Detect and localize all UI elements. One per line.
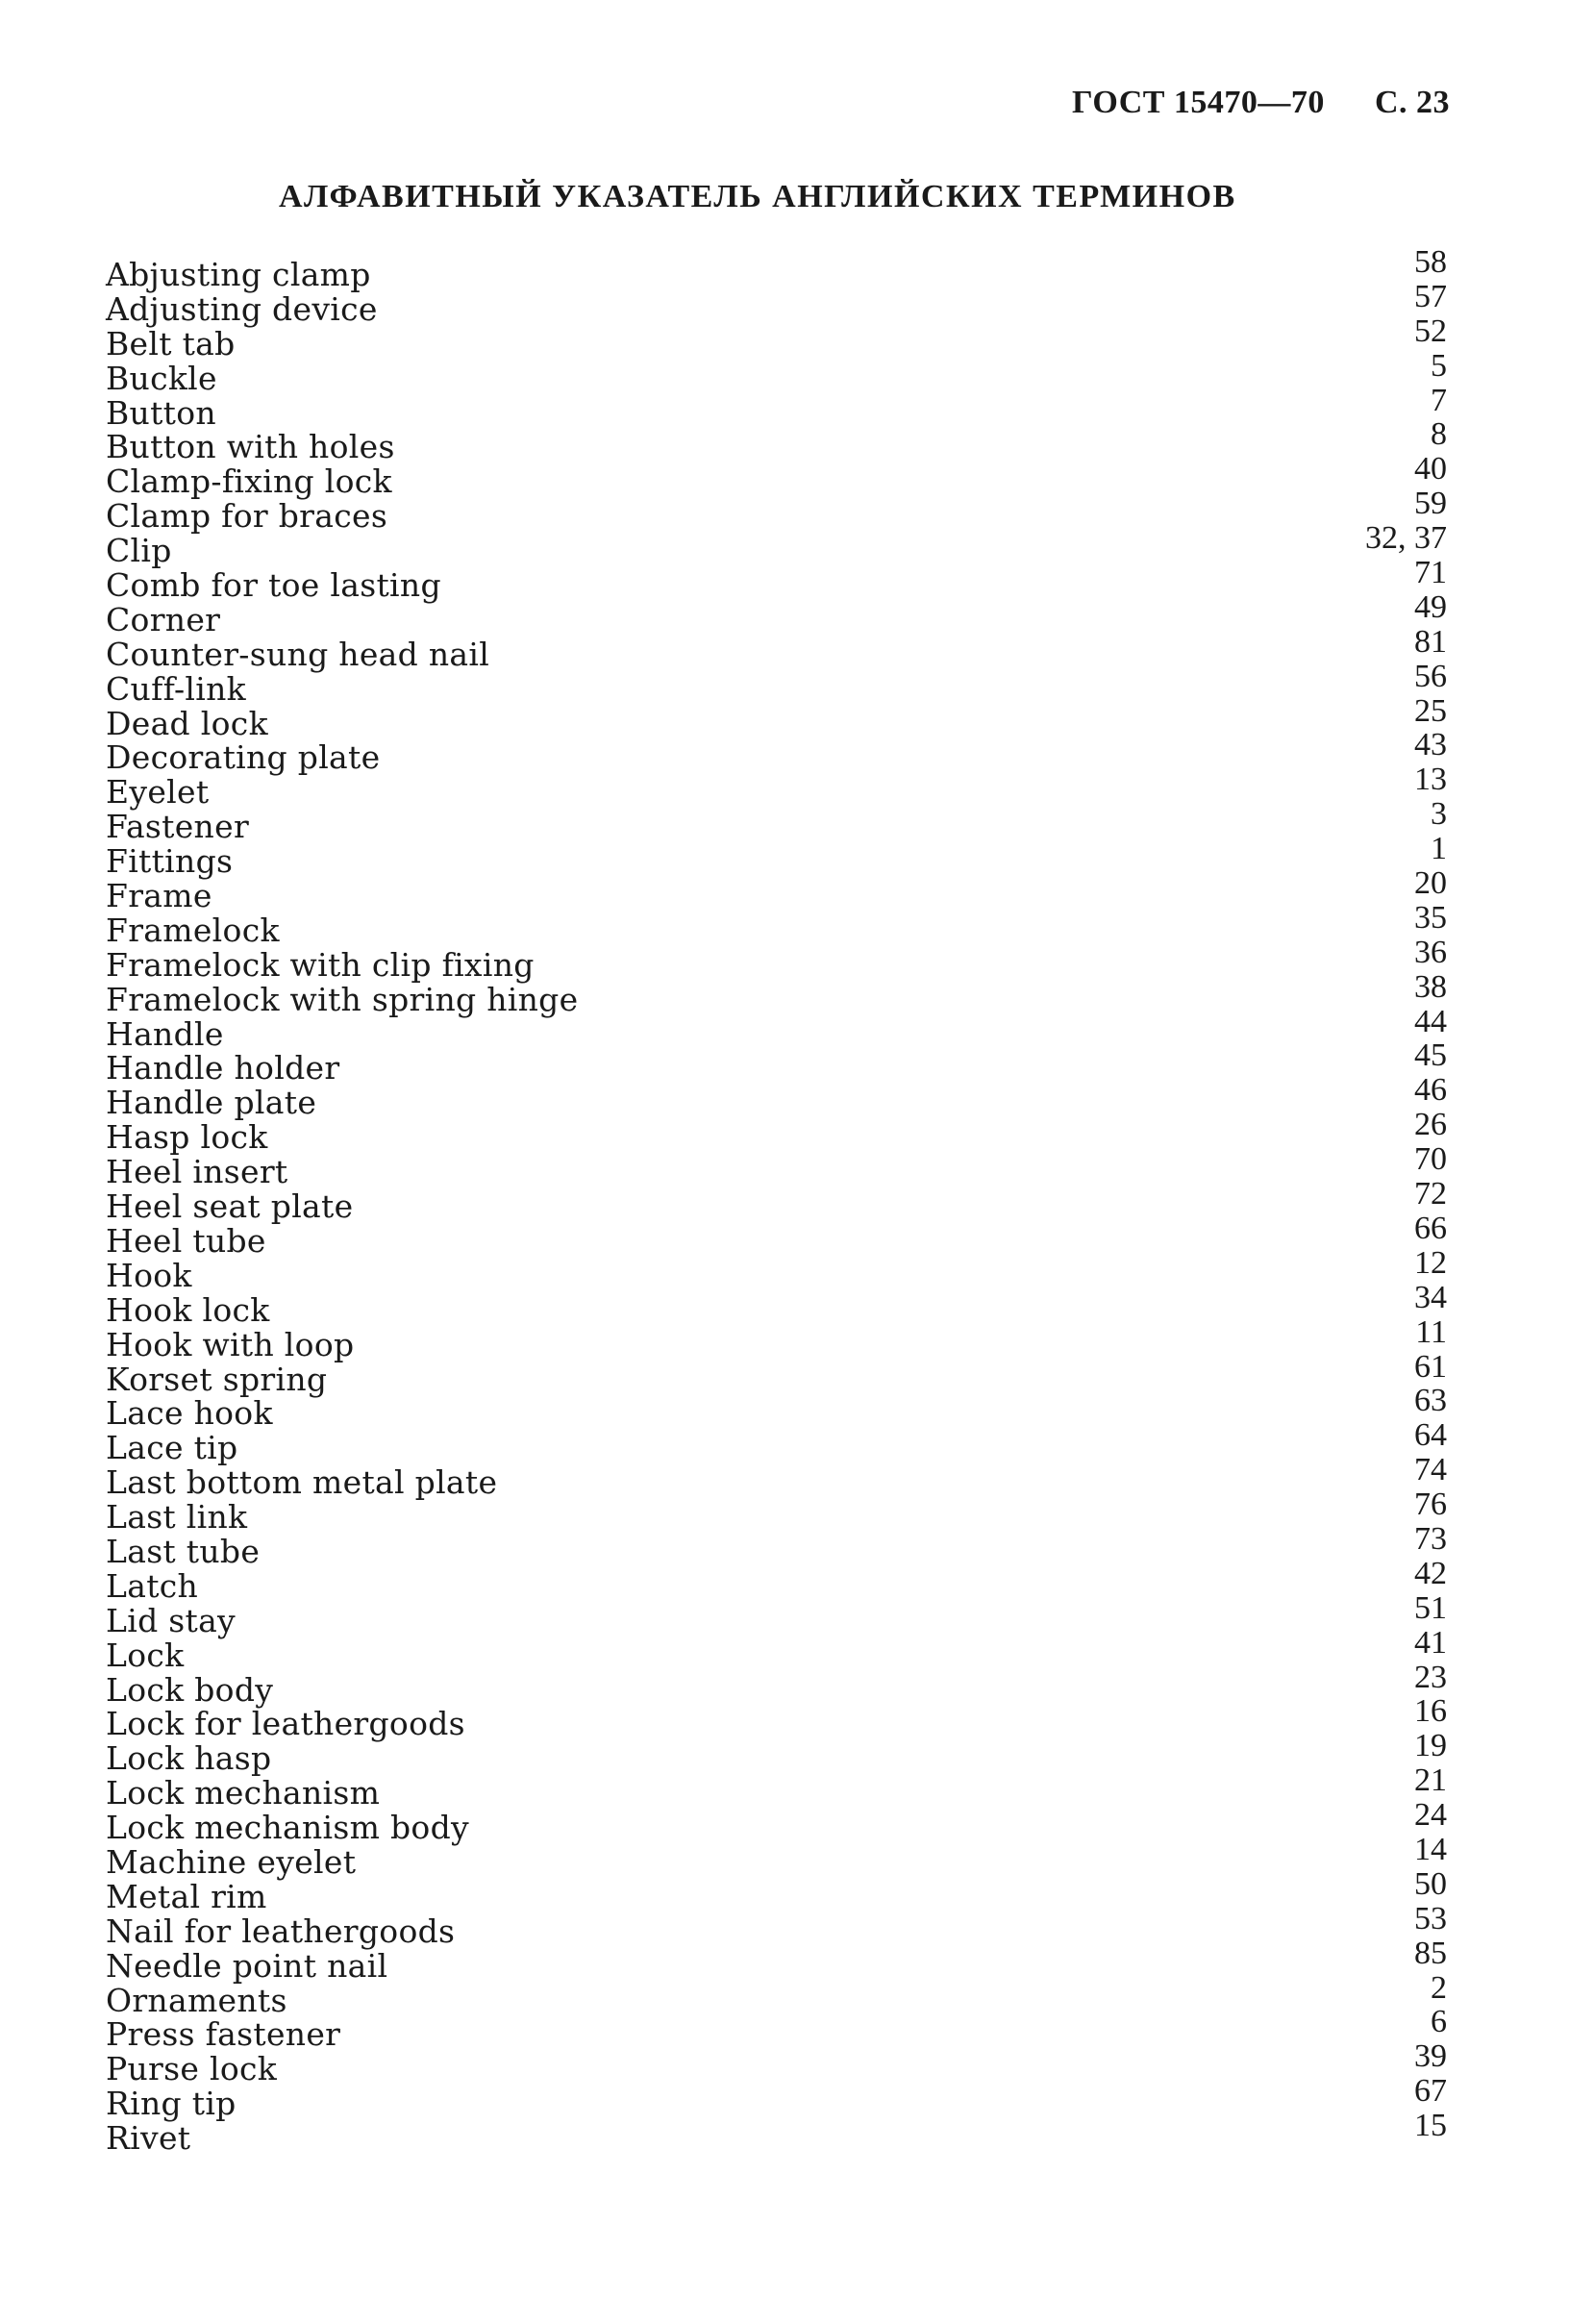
index-term: Lock [106,1636,185,1674]
index-reference-number: 23 [1414,1659,1447,1695]
index-entry [106,1107,1447,1157]
index-reference-number: 13 [1414,762,1447,798]
index-term: Heel insert [106,1153,288,1191]
index-term: Lock mechanism [106,1774,381,1812]
index-reference-number: 49 [1414,588,1447,625]
index-reference-number: 73 [1414,1520,1447,1557]
index-term: Lock body [106,1670,274,1709]
index-entry [106,1728,1447,1778]
index-reference-number: 61 [1414,1348,1447,1385]
index-term: Clamp for braces [106,497,388,536]
index-term: Heel seat plate [106,1187,354,1226]
index-reference-number: 81 [1414,623,1447,660]
index-term: Metal rim [106,1877,267,1915]
index-entry [106,312,1447,362]
index-entry [106,278,1447,328]
index-term: Korset spring [106,1360,328,1398]
index-entry [106,1797,1447,1847]
index-title: АЛФАВИТНЫЙ УКАЗАТЕЛЬ АНГЛИЙСКИХ ТЕРМИНОВ [279,179,1236,214]
index-reference-number: 70 [1414,1141,1447,1178]
index-entry [106,1487,1447,1537]
index-reference-number: 32, 37 [1365,520,1447,557]
index-term: Last tube [106,1532,261,1570]
index-term: Belt tab [106,324,236,362]
index-term: Dead lock [106,704,268,742]
index-term: Handle holder [106,1049,340,1087]
index-term: Button with holes [106,428,395,466]
index-reference-number: 50 [1414,1865,1447,1902]
index-reference-number: 25 [1414,692,1447,729]
index-term: Framelock with clip fixing [106,945,535,984]
index-reference-number: 64 [1414,1417,1447,1454]
index-entry [106,2038,1447,2088]
index-reference-number: 5 [1431,347,1447,384]
index-entry [106,1900,1447,1950]
index-reference-number: 38 [1414,968,1447,1005]
index-term: Lock hasp [106,1739,272,1778]
index-entry [106,1417,1447,1467]
index-term: Purse lock [106,2050,278,2088]
index-reference-number: 71 [1414,555,1447,591]
index-reference-number: 19 [1414,1728,1447,1764]
index-term: Last link [106,1498,248,1537]
index-reference-number: 57 [1414,278,1447,314]
index-term: Lid stay [106,1601,236,1639]
index-term: Ornaments [106,1981,287,2019]
index-entry [106,934,1447,984]
index-entry [106,1935,1447,1985]
index-reference-number: 35 [1414,899,1447,936]
index-entry [106,1969,1447,2019]
index-term: Hook with loop [106,1325,355,1363]
index-entry [106,1383,1447,1433]
index-reference-number: 40 [1414,451,1447,487]
index-term: Press fastener [106,2015,341,2054]
index-term: Lace hook [106,1394,273,1433]
index-reference-number: 56 [1414,658,1447,694]
index-term: Fastener [106,808,250,846]
index-reference-number: 59 [1414,486,1447,522]
index-reference-number: 3 [1431,796,1447,833]
index-entry [106,2073,1447,2123]
index-reference-number: 67 [1414,2073,1447,2110]
index-entry [106,555,1447,605]
index-entry [106,899,1447,949]
index-entry [106,1003,1447,1053]
index-term: Lock for leathergoods [106,1705,465,1743]
index-reference-number: 20 [1414,865,1447,902]
index-reference-number: 1 [1431,831,1447,867]
index-entry [106,2108,1447,2158]
index-term: Lace tip [106,1429,238,1467]
index-entry [106,1659,1447,1709]
index-term: Lock mechanism body [106,1809,469,1847]
index-term: Heel tube [106,1221,266,1260]
index-entry [106,1452,1447,1502]
index-entry [106,968,1447,1018]
index-list [106,244,1447,2158]
index-reference-number: 45 [1414,1037,1447,1074]
index-entry [106,865,1447,915]
index-reference-number: 21 [1414,1762,1447,1799]
index-term: Hook [106,1256,192,1294]
index-reference-number: 72 [1414,1176,1447,1212]
index-reference-number: 39 [1414,2038,1447,2075]
index-reference-number: 2 [1431,1969,1447,2006]
index-term: Hasp lock [106,1118,268,1157]
index-entry [106,1589,1447,1639]
index-term: Button [106,393,216,432]
index-entry [106,762,1447,812]
index-term: Framelock [106,911,280,949]
index-reference-number: 52 [1414,312,1447,349]
index-reference-number: 12 [1414,1244,1447,1281]
index-term: Machine eyelet [106,1842,357,1881]
index-entry [106,1072,1447,1122]
index-entry [106,658,1447,708]
index-term: Comb for toe lasting [106,566,441,605]
index-entry [106,727,1447,777]
index-entry [106,1831,1447,1881]
index-entry [106,244,1447,293]
index-entry [106,1624,1447,1674]
index-entry [106,1279,1447,1329]
index-term: Eyelet [106,773,210,812]
index-entry [106,1520,1447,1570]
index-entry [106,2004,1447,2054]
index-reference-number: 24 [1414,1797,1447,1834]
index-term: Clamp-fixing lock [106,462,392,501]
index-term: Decorating plate [106,738,381,777]
index-reference-number: 7 [1431,382,1447,418]
index-term: Cuff-link [106,669,246,708]
index-term: Buckle [106,359,217,397]
index-entry [106,416,1447,466]
index-entry [106,831,1447,881]
index-reference-number: 15 [1414,2108,1447,2144]
index-reference-number: 8 [1431,416,1447,453]
index-entry [106,382,1447,432]
index-entry [106,486,1447,536]
index-term: Ring tip [106,2085,237,2123]
index-reference-number: 36 [1414,934,1447,970]
index-reference-number: 43 [1414,727,1447,763]
index-entry [106,1693,1447,1743]
index-entry [106,1762,1447,1812]
index-term: Needle point nail [106,1946,388,1985]
index-term: Hook lock [106,1290,270,1329]
index-entry [106,692,1447,742]
index-reference-number: 85 [1414,1935,1447,1971]
index-entry [106,1037,1447,1087]
index-reference-number: 58 [1414,244,1447,280]
index-entry [106,1244,1447,1294]
index-reference-number: 44 [1414,1003,1447,1039]
index-reference-number: 76 [1414,1487,1447,1523]
index-entry [106,796,1447,846]
index-reference-number: 53 [1414,1900,1447,1937]
index-reference-number: 41 [1414,1624,1447,1661]
index-reference-number: 14 [1414,1831,1447,1867]
index-reference-number: 66 [1414,1210,1447,1246]
page-number: С. 23 [1374,85,1450,120]
index-term: Frame [106,877,212,915]
index-entry [106,1210,1447,1260]
index-reference-number: 42 [1414,1555,1447,1591]
index-reference-number: 51 [1414,1589,1447,1626]
index-term: Handle [106,1014,224,1053]
index-term: Latch [106,1566,199,1605]
index-reference-number: 16 [1414,1693,1447,1730]
index-reference-number: 46 [1414,1072,1447,1109]
index-entry [106,1865,1447,1915]
index-reference-number: 11 [1415,1313,1447,1350]
index-term: Last bottom metal plate [106,1463,498,1502]
index-reference-number: 63 [1414,1383,1447,1419]
index-entry [106,588,1447,638]
index-entry [106,1141,1447,1191]
index-term: Fittings [106,842,234,881]
index-term: Corner [106,600,221,638]
index-term: Handle plate [106,1084,317,1122]
index-term: Adjusting device [106,289,378,328]
index-term: Counter-sung head nail [106,635,490,673]
index-entry [106,520,1447,570]
index-reference-number: 34 [1414,1279,1447,1315]
index-reference-number: 74 [1414,1452,1447,1488]
index-entry [106,1555,1447,1605]
index-entry [106,347,1447,397]
index-term: Clip [106,532,172,570]
index-term: Rivet [106,2119,191,2158]
index-term: Abjusting clamp [106,256,371,293]
index-reference-number: 26 [1414,1107,1447,1143]
index-entry [106,1176,1447,1226]
index-entry [106,623,1447,673]
index-reference-number: 6 [1431,2004,1447,2040]
index-entry [106,1348,1447,1398]
document-id: ГОСТ 15470—70 [1072,85,1325,120]
index-entry [106,451,1447,501]
index-term: Framelock with spring hinge [106,980,579,1018]
index-entry [106,1313,1447,1363]
index-term: Nail for leathergoods [106,1912,456,1950]
page-header [1072,85,1450,121]
